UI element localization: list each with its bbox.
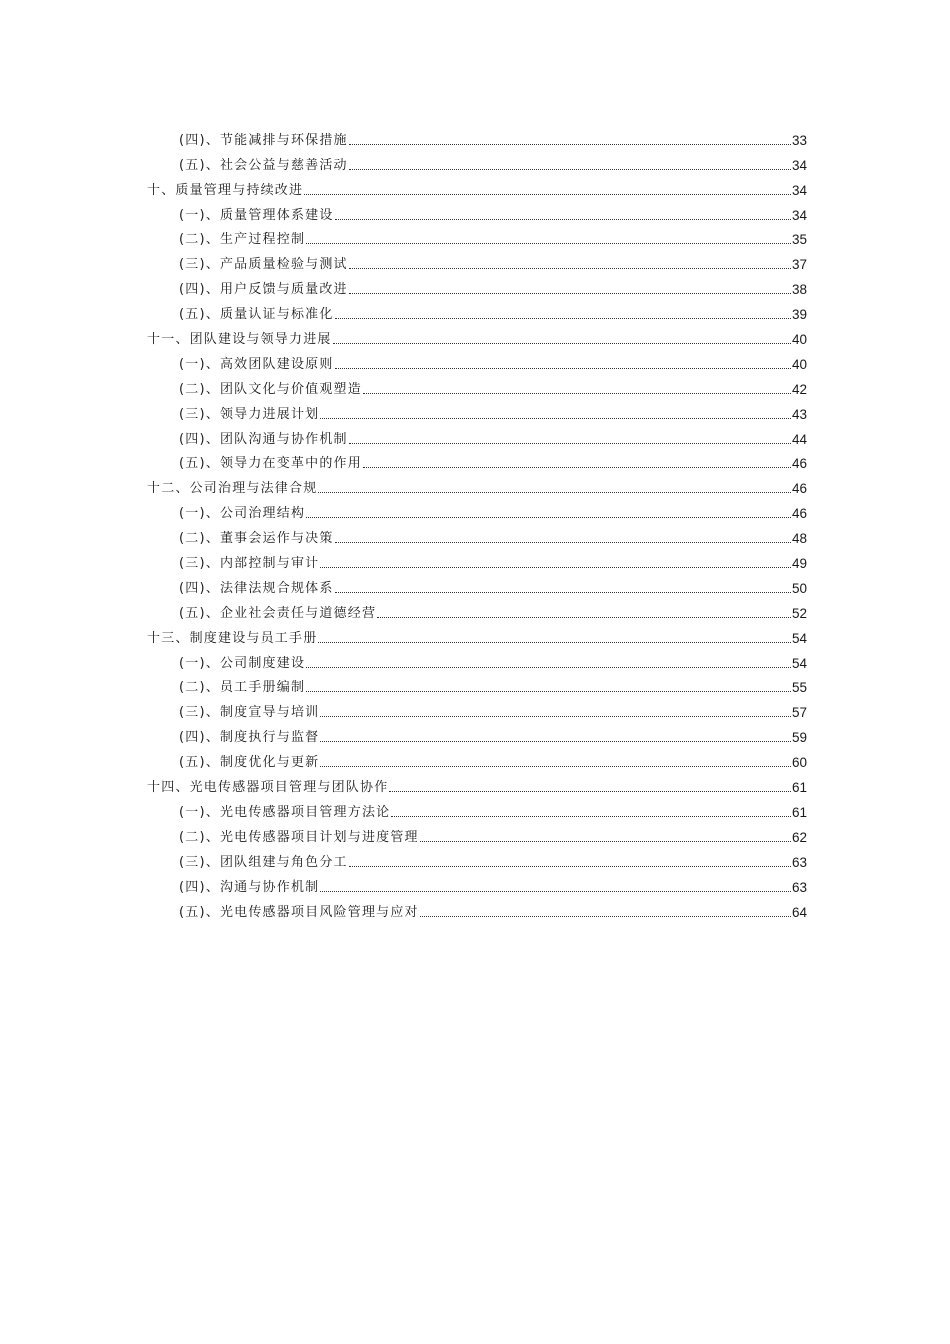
toc-section-entry[interactable] [147,423,807,448]
toc-dot-leader [320,766,791,767]
toc-entry-title: (三)、产品质量检验与测试 [179,257,348,273]
toc-section-entry[interactable] [147,746,807,771]
toc-page-number: 60 [791,755,807,771]
toc-dot-leader [320,418,791,419]
toc-page-number: 54 [791,655,807,671]
toc-chapter-entry[interactable] [147,771,807,796]
toc-dot-leader [363,467,791,468]
toc-chapter-entry[interactable] [147,323,807,348]
toc-chapter-entry[interactable] [147,622,807,647]
table-of-contents [147,124,807,921]
toc-entry-title: (五)、社会公益与慈善活动 [179,157,348,173]
toc-dot-leader [349,443,791,444]
toc-section-entry[interactable] [147,522,807,547]
toc-section-entry[interactable] [147,348,807,373]
toc-page-number: 38 [791,282,807,298]
toc-section-entry[interactable] [147,572,807,597]
toc-dot-leader [306,243,791,244]
toc-dot-leader [335,542,791,543]
toc-section-entry[interactable] [147,248,807,273]
toc-entry-title: (一)、公司制度建设 [179,655,306,671]
toc-section-entry[interactable] [147,871,807,896]
toc-entry-title: (三)、团队组建与角色分工 [179,854,348,870]
toc-page-number: 64 [791,904,807,920]
toc-entry-title: (一)、光电传感器项目管理方法论 [179,804,391,820]
toc-page-number: 33 [791,132,807,148]
toc-dot-leader [318,492,791,493]
toc-page-number: 54 [791,630,807,646]
toc-dot-leader [389,791,791,792]
toc-entry-title: (三)、领导力进展计划 [179,406,320,422]
toc-entry-title: (一)、公司治理结构 [179,506,306,522]
toc-page-number: 61 [791,780,807,796]
toc-dot-leader [304,194,791,195]
toc-page-number: 34 [791,207,807,223]
toc-entry-title: (二)、生产过程控制 [179,232,306,248]
toc-entry-title: (一)、质量管理体系建设 [179,207,334,223]
toc-page-number: 39 [791,307,807,323]
toc-section-entry[interactable] [147,224,807,249]
toc-section-entry[interactable] [147,124,807,149]
toc-entry-title: (四)、用户反馈与质量改进 [179,282,348,298]
toc-section-entry[interactable] [147,199,807,224]
toc-section-entry[interactable] [147,373,807,398]
toc-dot-leader [349,293,791,294]
toc-dot-leader [306,691,791,692]
toc-entry-title: (四)、法律法规合规体系 [179,580,334,596]
toc-page-number: 34 [791,182,807,198]
toc-section-entry[interactable] [147,497,807,522]
toc-chapter-entry[interactable] [147,472,807,497]
toc-page-number: 46 [791,506,807,522]
toc-section-entry[interactable] [147,721,807,746]
toc-page-number: 40 [791,332,807,348]
toc-dot-leader [306,517,791,518]
toc-entry-title: (二)、团队文化与价值观塑造 [179,381,362,397]
toc-page-number: 50 [791,580,807,596]
toc-dot-leader [363,393,791,394]
toc-entry-title: (五)、企业社会责任与道德经营 [179,605,377,621]
toc-page-number: 43 [791,406,807,422]
toc-page-number: 57 [791,705,807,721]
toc-page-number: 35 [791,232,807,248]
toc-dot-leader [320,567,791,568]
toc-dot-leader [377,617,791,618]
toc-dot-leader [349,866,791,867]
toc-entry-title: (五)、质量认证与标准化 [179,307,334,323]
toc-section-entry[interactable] [147,821,807,846]
toc-page-number: 59 [791,730,807,746]
toc-entry-title: (二)、光电传感器项目计划与进度管理 [179,829,419,845]
toc-page-number: 63 [791,879,807,895]
toc-entry-title: 十一、团队建设与领导力进展 [147,332,332,348]
toc-section-entry[interactable] [147,846,807,871]
toc-dot-leader [349,144,791,145]
toc-section-entry[interactable] [147,547,807,572]
toc-page-number: 63 [791,854,807,870]
toc-dot-leader [335,318,791,319]
toc-dot-leader [420,916,791,917]
toc-entry-title: (五)、光电传感器项目风险管理与应对 [179,904,419,920]
toc-page-number: 37 [791,257,807,273]
toc-section-entry[interactable] [147,896,807,921]
toc-dot-leader [320,741,791,742]
toc-dot-leader [391,816,791,817]
toc-page-number: 42 [791,381,807,397]
toc-page-number: 52 [791,605,807,621]
toc-entry-title: (一)、高效团队建设原则 [179,356,334,372]
toc-entry-title: (五)、制度优化与更新 [179,755,320,771]
toc-page-number: 61 [791,804,807,820]
toc-section-entry[interactable] [147,696,807,721]
toc-section-entry[interactable] [147,273,807,298]
toc-page-number: 34 [791,157,807,173]
toc-page-number: 46 [791,456,807,472]
toc-chapter-entry[interactable] [147,174,807,199]
toc-page-number: 48 [791,531,807,547]
toc-entry-title: (三)、制度宣导与培训 [179,705,320,721]
toc-entry-title: (五)、领导力在变革中的作用 [179,456,362,472]
toc-dot-leader [335,592,791,593]
toc-entry-title: 十四、光电传感器项目管理与团队协作 [147,780,389,796]
toc-entry-title: (四)、沟通与协作机制 [179,879,320,895]
toc-section-entry[interactable] [147,672,807,697]
toc-dot-leader [320,891,791,892]
toc-entry-title: (二)、员工手册编制 [179,680,306,696]
toc-dot-leader [335,368,791,369]
toc-dot-leader [349,169,791,170]
toc-dot-leader [349,268,791,269]
toc-entry-title: (四)、制度执行与监督 [179,730,320,746]
toc-entry-title: 十二、公司治理与法律合规 [147,481,318,497]
toc-section-entry[interactable] [147,647,807,672]
toc-entry-title: 十、质量管理与持续改进 [147,182,304,198]
toc-entry-title: (四)、节能减排与环保措施 [179,132,348,148]
toc-entry-title: (四)、团队沟通与协作机制 [179,431,348,447]
toc-page-number: 49 [791,556,807,572]
toc-section-entry[interactable] [147,597,807,622]
toc-page-number: 55 [791,680,807,696]
toc-dot-leader [320,716,791,717]
toc-dot-leader [306,667,791,668]
toc-dot-leader [420,841,791,842]
toc-section-entry[interactable] [147,398,807,423]
toc-page-number: 46 [791,481,807,497]
toc-entry-title: (三)、内部控制与审计 [179,556,320,572]
toc-dot-leader [335,219,791,220]
toc-dot-leader [318,642,791,643]
toc-dot-leader [333,343,791,344]
toc-section-entry[interactable] [147,149,807,174]
toc-page-number: 44 [791,431,807,447]
toc-section-entry[interactable] [147,298,807,323]
toc-page-number: 40 [791,356,807,372]
toc-section-entry[interactable] [147,796,807,821]
toc-page-number: 62 [791,829,807,845]
toc-entry-title: 十三、制度建设与员工手册 [147,630,318,646]
toc-section-entry[interactable] [147,448,807,473]
toc-entry-title: (二)、董事会运作与决策 [179,531,334,547]
